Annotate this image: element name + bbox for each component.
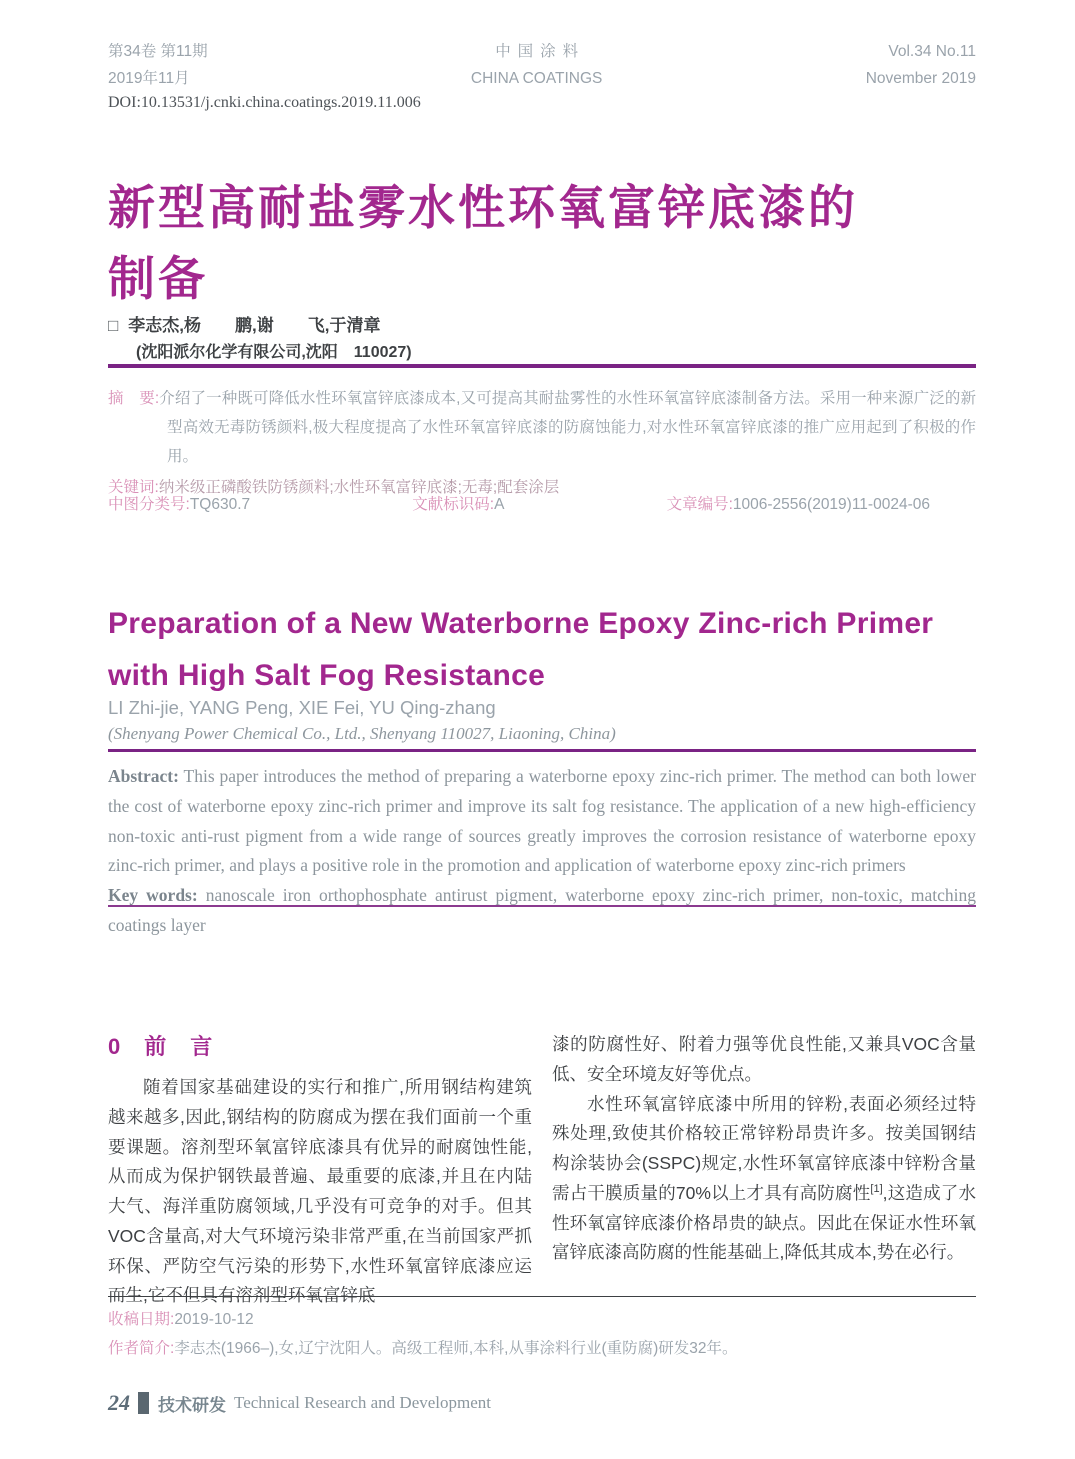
abstract-cn <box>108 384 976 471</box>
affiliation-en: (Shenyang Power Chemical Co., Ltd., Shenyang 110027, Liaoning, China) <box>108 724 616 743</box>
article-id <box>667 492 930 514</box>
authors-cn <box>108 312 976 366</box>
keywords-cn-label: 关键词: <box>108 479 159 497</box>
divider-rule-abstract-bottom <box>108 905 976 907</box>
date-en: November 2019 <box>865 70 976 88</box>
authors-cn-names-row <box>108 312 976 340</box>
author-bio-value: 李志杰(1966–),女,辽宁沈阳人。高级工程师,本科,从事涂料行业(重防腐)研发32年。 <box>174 1339 738 1357</box>
body-column-left <box>108 1030 532 1311</box>
document-code-value: A <box>494 496 505 513</box>
abstract-en-block <box>108 762 976 941</box>
classification-row <box>108 492 976 514</box>
authors-cn-names: 李志杰,杨 鹏,谢 飞,于清章 <box>128 316 381 335</box>
abstract-cn-label: 摘 要: <box>108 390 160 407</box>
doi-line: DOI:10.13531/j.cnki.china.coatings.2019.11.006 <box>108 94 421 111</box>
clc-number <box>108 492 250 514</box>
volume-issue-en: Vol.34 No.11 <box>888 43 976 60</box>
abstract-cn-block <box>108 384 976 503</box>
article-title-en-line1: Preparation of a New Waterborne Epoxy Zinc-rich Primer <box>108 607 934 640</box>
author-marker-box: □ <box>108 316 119 335</box>
article-title-cn-line1: 新型高耐盐雾水性环氧富锌底漆的 <box>108 181 858 234</box>
body-column-right <box>552 1030 976 1311</box>
body-paragraph-left: 随着国家基础建设的实行和推广,所用钢结构建筑越来越多,因此,钢结构的防腐成为摆在我们面前一个重要课题。溶剂型环氧富锌底漆具有优异的耐腐蚀性能,从而成为保护钢铁最普遍、最重要的底漆,并且在内陆大气、海洋重防腐领域,几乎没有可竞争的对手。但其VOC含量高,对大气环境污染非常严重,在当前国家严抓环保、严防空气污染的形势下,水性环氧富锌底漆应运而生,它不但具有溶剂型环氧富锌底 <box>108 1077 532 1306</box>
divider-rule-english <box>108 749 976 752</box>
document-code-label: 文献标识码: <box>412 496 495 513</box>
reference-1-superscript: [1] <box>870 1182 883 1195</box>
body-paragraph-right-1: 漆的防腐性好、附着力强等优良性能,又兼具VOC含量低、安全环境友好等优点。 <box>552 1034 976 1084</box>
document-code <box>412 492 504 514</box>
article-title-cn <box>108 172 976 315</box>
volume-issue-cn: 第34卷 第11期 <box>108 43 208 60</box>
journal-header-right <box>866 38 976 92</box>
keywords-en-text: nanoscale iron orthophosphate antirust pigment, waterborne epoxy zinc-rich primer, non-toxic, matching coatings layer <box>108 885 977 935</box>
body-paragraph-right-2b: ,这造成了水性环氧富锌底漆价格昂贵的缺点。因此在保证水性环氧富锌底漆高防腐的性能基础上,降低其成本,势在必行。 <box>552 1182 976 1263</box>
article-title-en-line2: with High Salt Fog Resistance <box>108 658 546 692</box>
footer-section-en: Technical Research and Development <box>234 1393 492 1412</box>
divider-rule-top <box>108 364 976 368</box>
article-title-en <box>108 598 976 701</box>
keywords-cn-text: 纳米级正磷酸铁防锈颜料;水性环氧富锌底漆;无毒;配套涂层 <box>158 479 560 497</box>
keywords-en-label: Key words: <box>108 885 198 905</box>
keywords-en <box>108 881 976 941</box>
article-title-cn-line2: 制备 <box>108 252 208 306</box>
footer-section-cn: 技术研发 <box>158 1395 226 1415</box>
article-id-value: 1006-2556(2019)11-0024-06 <box>732 496 930 513</box>
abstract-en <box>108 762 976 881</box>
body-columns <box>108 1030 976 1311</box>
journal-name-en: CHINA COATINGS <box>470 70 603 88</box>
journal-header <box>108 38 976 92</box>
author-bio-label: 作者简介: <box>108 1339 175 1357</box>
received-date-value: 2019-10-12 <box>174 1311 254 1328</box>
received-date-label: 收稿日期: <box>108 1311 175 1328</box>
body-paragraph-right-2 <box>552 1090 976 1269</box>
page-number: 24 <box>108 1390 130 1415</box>
journal-name-cn: 中国涂料 <box>495 43 586 60</box>
journal-header-center <box>471 38 602 92</box>
clc-value: TQ630.7 <box>189 496 251 513</box>
date-cn: 2019年11月 <box>108 70 190 88</box>
footer-block-icon <box>138 1392 149 1414</box>
author-bio-line <box>108 1335 976 1364</box>
section-0-heading: 0 前 言 <box>108 1034 214 1059</box>
body-paragraph-right-2a: 水性环氧富锌底漆中所用的锌粉,表面必须经过特殊处理,致使其价格较正常锌粉昂贵许多。按美国钢结构涂装协会(SSPC)规定,水性环氧富锌底漆中锌粉含量需占干膜质量的70%以上才具有高防腐性 <box>552 1093 976 1203</box>
clc-label: 中图分类号: <box>108 496 190 513</box>
abstract-en-text: This paper introduces the method of preparing a waterborne epoxy zinc-rich primer. The method can both lower the cost of waterborne epoxy zinc-rich primer and improve its salt fog resistance. The application of a new high-efficiency non-toxic anti-rust pigment from a wide range of sources greatly improves the corrosion resistance of waterborne epoxy zinc-rich primer, and plays a positive role in the promotion and application of waterborne epoxy zinc-rich primers <box>108 766 976 876</box>
authors-cn-affiliation: (沈阳派尔化学有限公司,沈阳 110027) <box>136 344 412 362</box>
article-id-label: 文章编号: <box>666 496 733 513</box>
abstract-cn-text: 介绍了一种既可降低水性环氧富锌底漆成本,又可提高其耐盐雾性的水性环氧富锌底漆制备方法。采用一种来源广泛的新型高效无毒防锈颜料,极大程度提高了水性环氧富锌底漆的防腐蚀能力,对水性环氧富锌底漆的推广应用起到了积极的作用。 <box>159 390 977 466</box>
authors-en: LI Zhi-jie, YANG Peng, XIE Fei, YU Qing-zhang <box>108 697 496 718</box>
received-date-line <box>108 1306 976 1335</box>
journal-header-left <box>108 38 208 92</box>
abstract-en-label: Abstract: <box>108 766 179 786</box>
footnote-block <box>108 1296 976 1363</box>
page-footer <box>108 1390 976 1416</box>
